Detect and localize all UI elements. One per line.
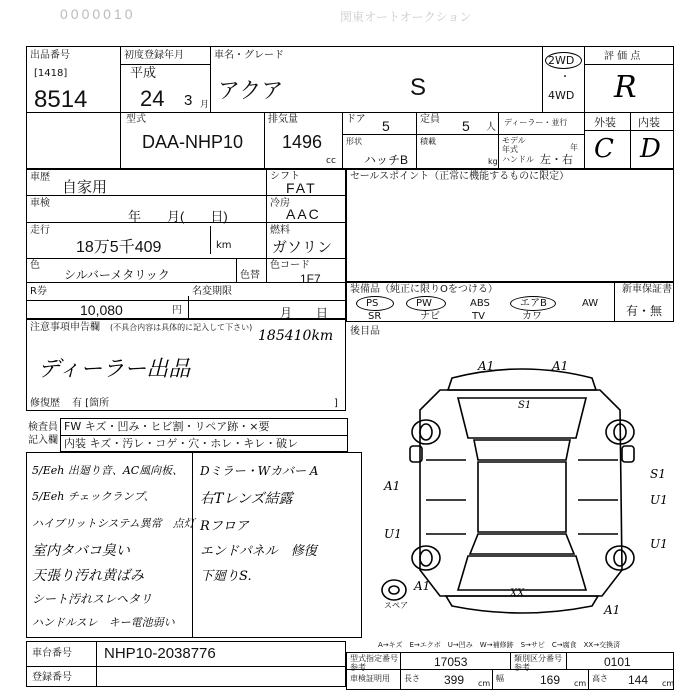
doors-label: ドア [346, 114, 366, 125]
height: 144 [628, 673, 649, 687]
month-suffix: 月 [200, 100, 210, 110]
note-left-6: シート汚れスレヘタリ [32, 592, 153, 606]
color: シルバーメタリック [64, 268, 170, 282]
mark-hood: S1 [518, 400, 532, 411]
model-type: 17053 [434, 655, 468, 669]
name-change-label: 名変期限 [192, 286, 232, 297]
shift: FAT [286, 180, 317, 196]
color-label: 色 [30, 260, 40, 271]
fuel-label: 燃料 [270, 225, 290, 236]
equip-leather: カワ [522, 311, 542, 322]
sales-point-label: セールスポイント（正常に機能するものに限定） [350, 171, 570, 182]
era: 平成 [130, 66, 157, 81]
capacity-label: 定員 [420, 114, 440, 125]
interior-label: 内装 [638, 116, 660, 129]
warranty: 有・無 [626, 304, 663, 318]
displacement: 1496 [282, 132, 323, 152]
faded-header-center: 関東オートオークション [340, 10, 472, 24]
exterior-grade: C [594, 134, 614, 164]
km-unit: km [216, 240, 232, 251]
mark-rear-left: A1 [414, 579, 431, 593]
legend-row1: FW キズ・凹み・ヒビ割・リペア跡・×要 [64, 420, 270, 433]
shift-label: シフト [270, 171, 300, 182]
note-left-2: 5/Eeh チェックランプ、 [32, 490, 155, 503]
mark-right-front: S1 [650, 467, 666, 481]
ac: AAC [286, 206, 321, 222]
inspection-text: 年 月( 日) [128, 209, 228, 224]
mirror-right-icon [622, 446, 634, 462]
model-code: DAA-NHP10 [142, 132, 244, 152]
note-left-1: 5/Eeh 出廻り音、AC風向板、 [32, 464, 184, 477]
body-label: 形状 [346, 137, 362, 146]
dealer-stamp: ディーラー出品 [38, 357, 191, 382]
usage-label: 車歴 [30, 172, 50, 183]
equip-pw: PW [416, 298, 432, 309]
note-right-1: Dミラー・Wカバー A [200, 464, 319, 478]
dealer-label: ディーラー・並行 [504, 118, 568, 127]
capacity: 5 [462, 118, 470, 134]
capacity-unit: 人 [486, 122, 496, 133]
car-damage-diagram [370, 350, 674, 634]
mark-front-right: A1 [552, 359, 569, 373]
tax-label: R券 [30, 286, 47, 297]
notes-mileage: 185410km [258, 328, 334, 344]
repair-close: ] [334, 398, 338, 409]
vehicle-no-label: 登録番号 [32, 672, 72, 683]
first-reg-label: 初度登録年月 [124, 50, 184, 61]
length-label: 長さ [404, 674, 420, 683]
ac-label: 冷房 [270, 198, 290, 209]
legend-row2: 内装 キズ・汚レ・コゲ・穴・ホレ・キレ・破レ [64, 437, 299, 450]
width: 169 [540, 673, 561, 687]
class-label: 類別区分番号参考 [514, 654, 562, 672]
notes-sub: (不具合内容は具体的に記入して下さい) [110, 323, 253, 332]
model-year-unit: 年 [570, 143, 578, 152]
interior-grade: D [640, 134, 661, 164]
reg-year: 24 [140, 86, 165, 111]
length: 399 [444, 673, 465, 687]
damage-legend: A→キズ E→エクボ U→凹み W→補修跡 S→サビ C→腐食 XX→交換済 [378, 641, 621, 649]
car-windshield [474, 440, 570, 460]
mark-right-door: U1 [650, 493, 668, 507]
car-trunk [458, 556, 586, 590]
height-label: 高さ [592, 674, 608, 683]
model-label: 型式 [126, 114, 146, 125]
height-unit: cm [662, 679, 675, 688]
faded-header-left: 0000010 [60, 6, 136, 22]
inspection-label: 車検 [30, 198, 50, 209]
mileage: 18万5千409 [76, 239, 162, 256]
note-left-4: 室内タバコ臭い [32, 543, 130, 559]
equip-aw: AW [582, 298, 599, 309]
car-front-bumper [448, 369, 596, 390]
car-body-outline [420, 390, 622, 596]
note-right-4: エンドパネル 修復 [200, 544, 317, 559]
lot-sub: [1418] [34, 68, 68, 79]
note-left-5: 天張り汚れ黄ばみ [32, 568, 144, 584]
mark-trunk-exchange: XX [510, 588, 525, 599]
yen-unit: 円 [172, 305, 182, 316]
class-no: 0101 [604, 655, 631, 669]
rating-label: 評 価 点 [604, 51, 641, 62]
sales-point-block [346, 169, 674, 282]
repair-value: 有 [箇所 [72, 398, 110, 409]
legend-record: 記入欄 [28, 435, 58, 446]
width-label: 幅 [496, 674, 504, 683]
equip-sr: SR [368, 311, 382, 322]
name-label: 車名・グレード [214, 50, 284, 61]
handle: 左・右 [540, 153, 573, 166]
fitting-label: 後目品 [350, 326, 380, 337]
vin: NHP10-2038776 [104, 645, 216, 662]
car-rear-window [470, 534, 574, 554]
mark-rear-right: A1 [604, 603, 621, 617]
mark-left-front-fender: A1 [384, 479, 401, 493]
displacement-label: 排気量 [268, 114, 298, 125]
equip-navi: ナビ [420, 311, 440, 322]
legend-inspect: 検査員 [28, 422, 58, 433]
note-right-5: 下廻りS. [200, 569, 252, 584]
drive-4wd: 4WD [548, 89, 575, 102]
fuel: ガソリン [272, 239, 333, 256]
model-year-label: モデル年式 [502, 136, 526, 154]
color-code-label: 色コード [270, 260, 310, 271]
vin-label: 車台番号 [32, 648, 72, 659]
body: ハッチB [364, 153, 409, 167]
equip-tv: TV [472, 311, 485, 322]
tax: 10,080 [80, 302, 123, 318]
doors: 5 [382, 118, 390, 134]
drive-2wd: 2WD [548, 54, 575, 67]
usage: 自家用 [62, 179, 108, 196]
warranty-label: 新車保証書 [622, 284, 672, 295]
lot-label: 出品番号 [30, 50, 70, 61]
spare-tire-icon [382, 580, 406, 600]
reg-month: 3 [184, 92, 193, 109]
equip-airbag: エアB [520, 298, 547, 309]
note-left-7: ハンドルスレ キー電池弱い [32, 616, 175, 629]
width-unit: cm [574, 679, 587, 688]
kg-unit: kg [488, 157, 498, 166]
mark-front-left: A1 [478, 359, 495, 373]
car-roof [478, 462, 566, 532]
repair-label: 修復歴 [30, 398, 60, 409]
equipment-label: 装備品（純正に限りOをつける） [350, 284, 498, 295]
grade: S [410, 74, 427, 101]
equip-abs: ABS [470, 298, 490, 309]
cc-unit: cc [326, 156, 336, 166]
color-change-label: 色替 [240, 270, 260, 281]
equip-ps: PS [366, 298, 379, 309]
mark-right-rear: U1 [650, 537, 668, 551]
length-unit: cm [478, 679, 491, 688]
color-code: 1F7 [300, 272, 321, 286]
lot-number: 8514 [34, 86, 88, 113]
note-right-3: Rフロア [200, 519, 249, 534]
note-right-2: 右Tレンズ結露 [200, 491, 293, 507]
note-left-3: ハイブリットシステム異常 点灯 [32, 517, 195, 530]
exterior-label: 外装 [594, 116, 616, 129]
drive-dot: ・ [560, 72, 570, 83]
load-label: 積載 [420, 137, 436, 146]
car-name: アクア [218, 78, 284, 103]
notes-label: 注意事項申告欄 [30, 322, 100, 333]
mileage-label: 走行 [30, 225, 50, 236]
handle-label: ハンドル [502, 155, 534, 164]
size-label: 車検証明用 [350, 674, 390, 683]
spare-label: スペア [384, 601, 408, 610]
rating-value: R [614, 70, 637, 105]
model-type-label: 型式指定番号参考 [350, 654, 398, 672]
mark-left-rear: U1 [384, 527, 402, 541]
name-change: 月 日 [280, 306, 329, 320]
